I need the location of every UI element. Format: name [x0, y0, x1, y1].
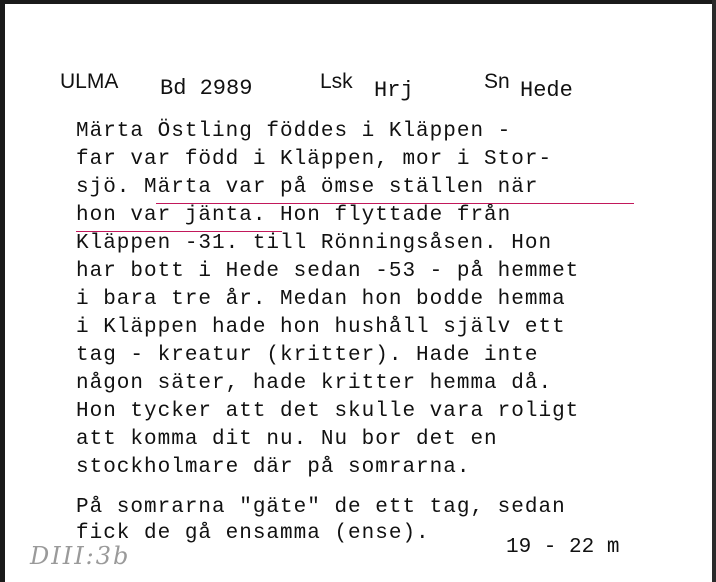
body-line: i Kläppen hade hon hushåll själv ett	[76, 316, 566, 339]
body-line: Märta Östling föddes i Kläppen -	[76, 120, 512, 143]
highlight-underline	[156, 203, 634, 204]
footer-line: På somrarna "gäte" de ett tag, sedan	[76, 496, 566, 519]
body-line: hon var jänta. Hon flyttade från	[76, 204, 512, 227]
body-line: tag - kreatur (kritter). Hade inte	[76, 344, 539, 367]
body-line: far var född i Kläppen, mor i Stor-	[76, 148, 553, 171]
body-line: Hon tycker att det skulle vara roligt	[76, 400, 580, 423]
card-top-edge	[0, 0, 716, 4]
sn-value: Hede	[520, 78, 573, 103]
body-line: i bara tre år. Medan hon bodde hemma	[76, 288, 566, 311]
record-number: Bd 2989	[160, 76, 253, 101]
body-line: att komma dit nu. Nu bor det en	[76, 428, 498, 451]
archive-name: ULMA	[60, 70, 119, 93]
footer-line: fick de gå ensamma (ense).	[76, 522, 430, 545]
lsk-label: Lsk	[320, 70, 353, 93]
page-reference: 19 - 22 m	[506, 536, 620, 559]
body-line: stockholmare där på somrarna.	[76, 456, 471, 479]
sn-label: Sn	[484, 70, 510, 93]
handwritten-note: DIII:3b	[30, 542, 131, 570]
card-right-edge	[712, 0, 716, 582]
lsk-value: Hrj	[374, 78, 414, 103]
highlight-underline	[76, 231, 282, 232]
body-line: har bott i Hede sedan -53 - på hemmet	[76, 260, 580, 283]
body-line: någon säter, hade kritter hemma då.	[76, 372, 553, 395]
body-line: sjö. Märta var på ömse ställen när	[76, 176, 539, 199]
body-line: Kläppen -31. till Rönningsåsen. Hon	[76, 232, 553, 255]
card-left-edge	[0, 0, 5, 582]
